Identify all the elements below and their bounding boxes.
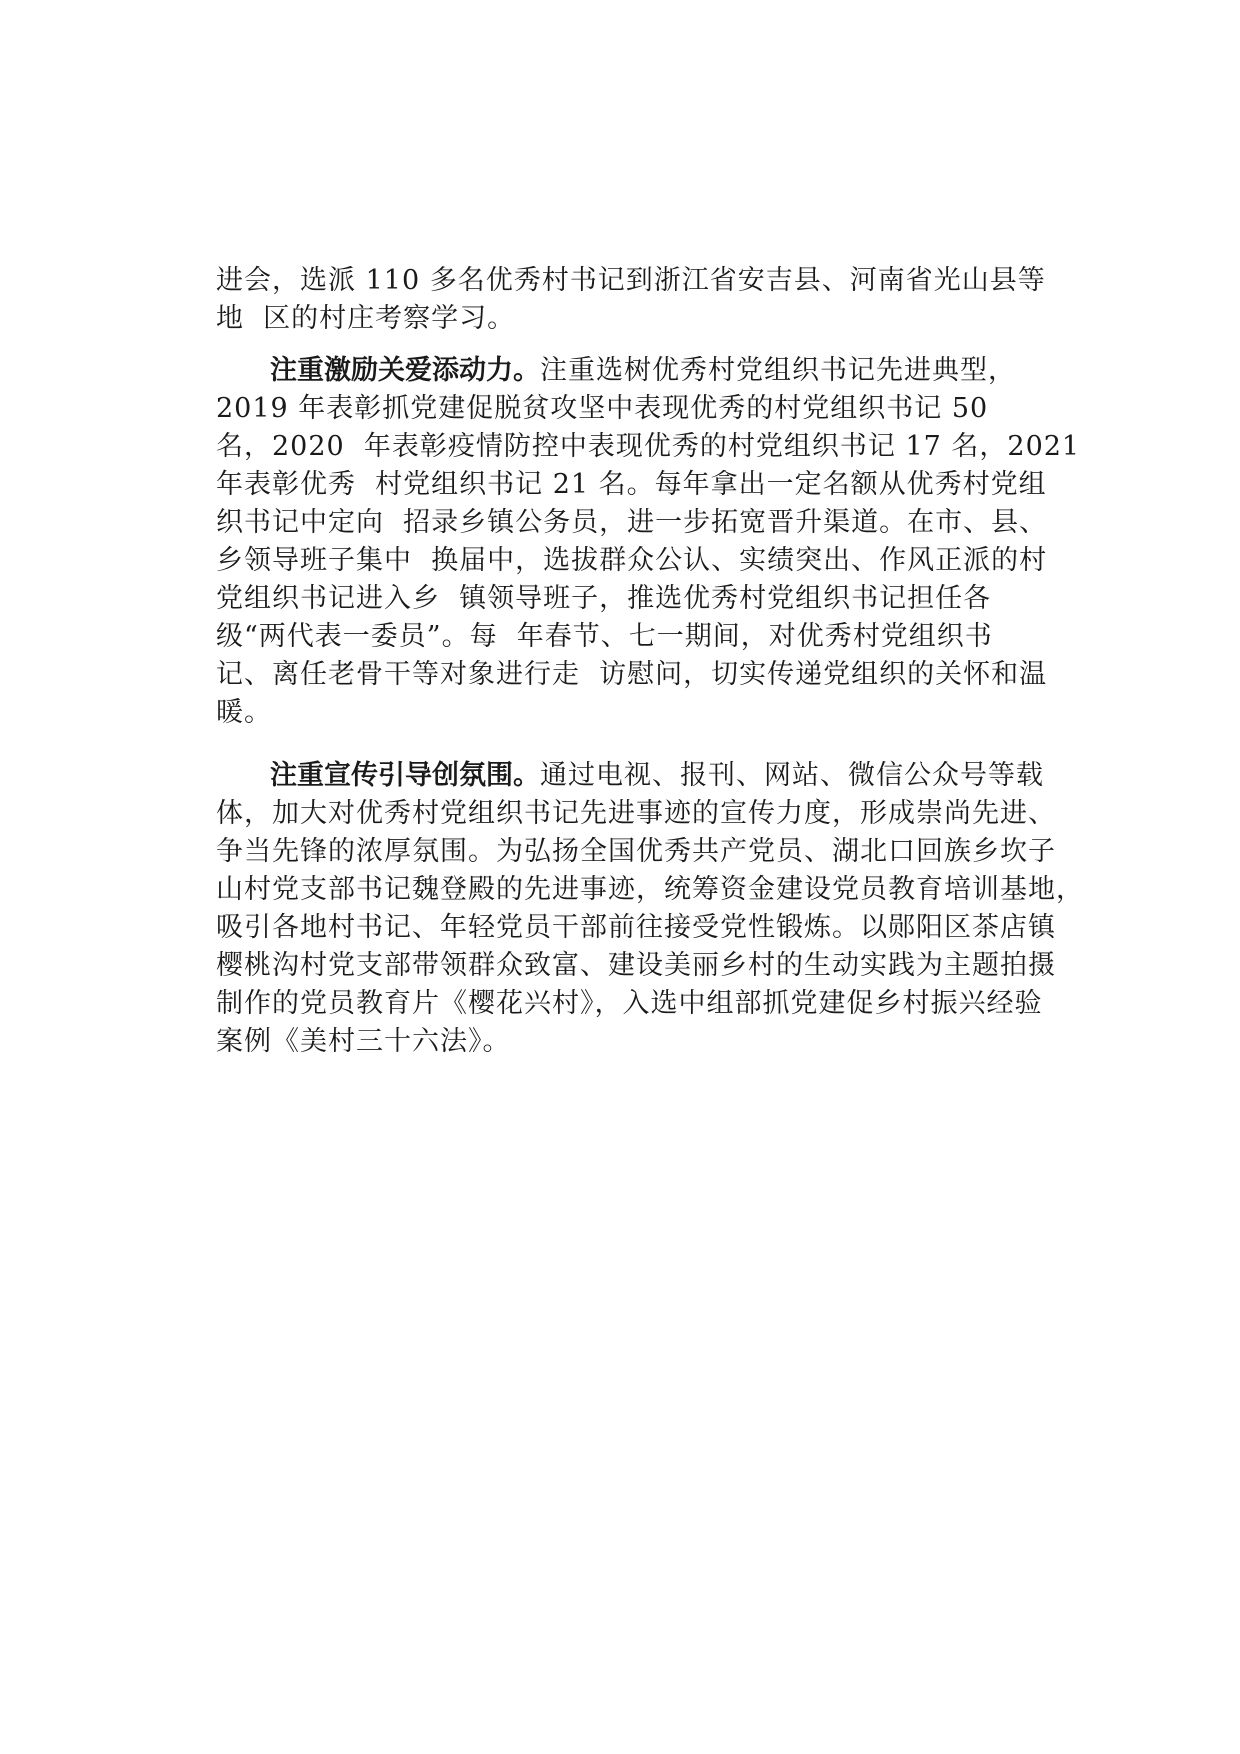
paragraph-continuation bbox=[216, 262, 1076, 338]
paragraph-line: 争当先锋的浓厚氛围。为弘扬全国优秀共产党员、湖北口回族乡坎子 bbox=[216, 836, 1056, 867]
paragraph-line: 暖。 bbox=[216, 697, 272, 728]
paragraph-incentive-care bbox=[216, 352, 1081, 732]
paragraph-heading: 注重激励关爱添动力。 bbox=[270, 355, 540, 386]
paragraph-line: 2019 年表彰抓党建促脱贫攻坚中表现优秀的村党组织书记 50 bbox=[216, 393, 989, 424]
paragraph-line: 级“两代表一委员”。每 年春节、七一期间，对优秀村党组织书 bbox=[216, 621, 993, 652]
paragraph-line: 记、离任老骨干等对象进行走 访慰问，切实传递党组织的关怀和温 bbox=[216, 659, 1048, 690]
paragraph-line: 案例《美村三十六法》。 bbox=[216, 1026, 511, 1057]
paragraph-line: 山村党支部书记魏登殿的先进事迹，统筹资金建设党员教育培训基地， bbox=[216, 874, 1084, 905]
paragraph-line: 地 区的村庄考察学习。 bbox=[216, 303, 516, 334]
paragraph-first-line bbox=[216, 757, 1076, 795]
paragraph-line: 名，2020 年表彰疫情防控中表现优秀的村党组织书记 17 名，2021 bbox=[216, 431, 1081, 462]
paragraph-first-line bbox=[216, 352, 1076, 390]
paragraph-first-line-text: 通过电视、报刊、网站、微信公众号等载 bbox=[540, 760, 1044, 791]
paragraph-line: 樱桃沟村党支部带领群众致富、建设美丽乡村的生动实践为主题拍摄 bbox=[216, 950, 1056, 981]
paragraph-publicity bbox=[216, 757, 1084, 1061]
paragraph-first-line-text: 注重选树优秀村党组织书记先进典型， bbox=[540, 355, 1016, 386]
paragraph-line: 制作的党员教育片《樱花兴村》，入选中组部抓党建促乡村振兴经验 bbox=[216, 988, 1043, 1019]
paragraph-line: 织书记中定向 招录乡镇公务员，进一步拓宽晋升渠道。在市、县、 bbox=[216, 507, 1048, 538]
paragraph-line: 乡领导班子集中 换届中，选拔群众公认、实绩突出、作风正派的村 bbox=[216, 545, 1048, 576]
paragraph-line: 体，加大对优秀村党组织书记先进事迹的宣传力度，形成崇尚先进、 bbox=[216, 798, 1056, 829]
paragraph-line: 年表彰优秀 村党组织书记 21 名。每年拿出一定名额从优秀村党组 bbox=[216, 469, 1047, 500]
paragraph-line: 吸引各地村书记、年轻党员干部前往接受党性锻炼。以郧阳区茶店镇 bbox=[216, 912, 1056, 943]
paragraph-heading: 注重宣传引导创氛围。 bbox=[270, 760, 540, 791]
paragraph-line: 党组织书记进入乡 镇领导班子，推选优秀村党组织书记担任各 bbox=[216, 583, 992, 614]
paragraph-line: 进会，选派 110 多名优秀村书记到浙江省安吉县、河南省光山县等 bbox=[216, 265, 1046, 296]
